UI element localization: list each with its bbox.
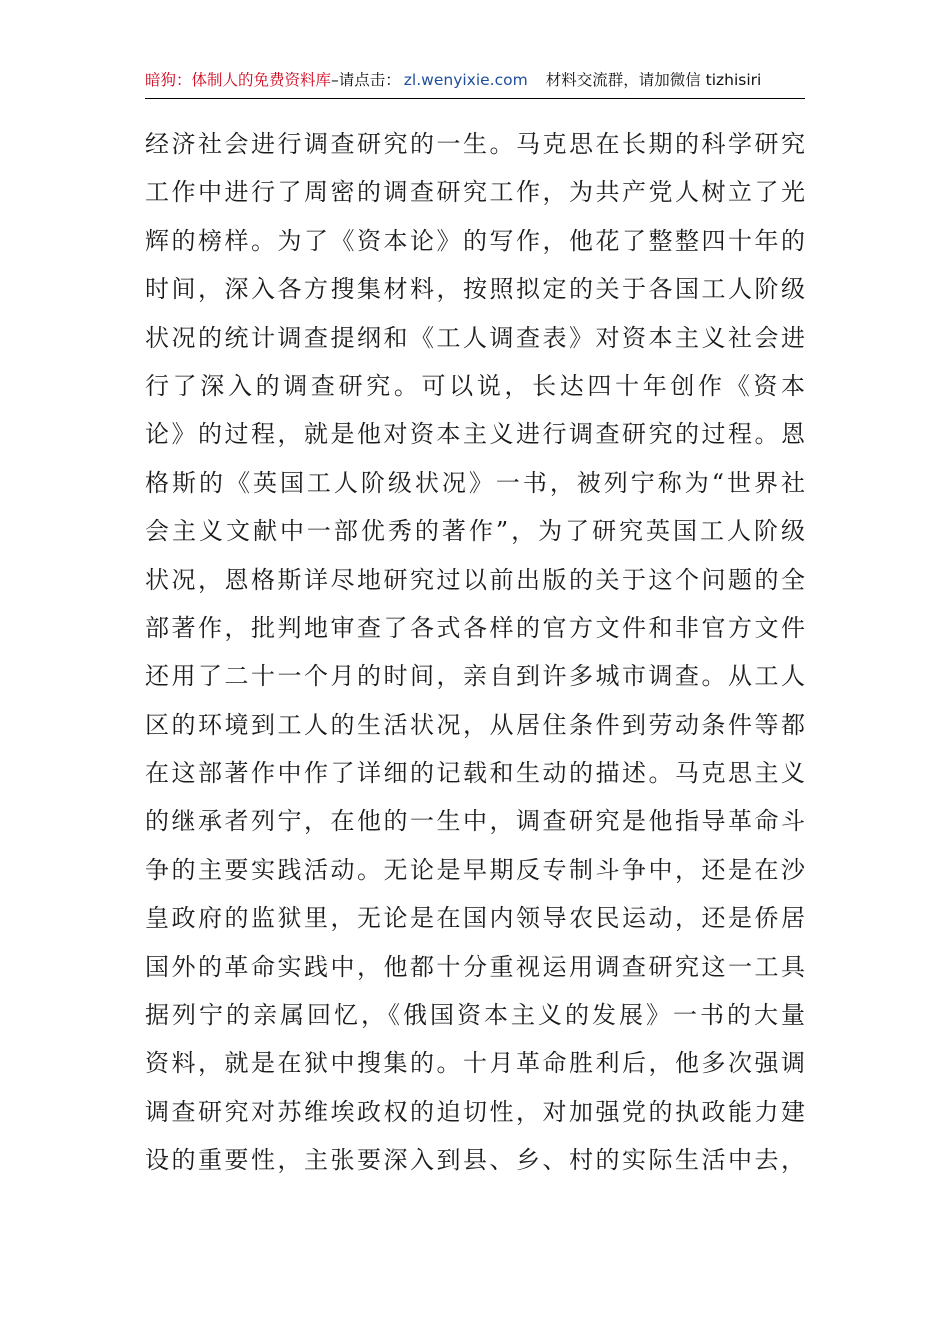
- text-line: 工作中进行了周密的调查研究工作，为共产党人树立了光: [145, 178, 805, 207]
- text-line: 皇政府的监狱里，无论是在国内领导农民运动，还是侨居: [145, 904, 805, 933]
- text-line: 格斯的《英国工人阶级状况》一书，被列宁称为“世界社: [145, 468, 805, 497]
- text-line: 还用了二十一个月的时间，亲自到许多城市调查。从工人: [145, 662, 805, 691]
- text-line: 设的重要性，主张要深入到县、乡、村的实际生活中去，: [145, 1146, 805, 1175]
- text-line: 的继承者列宁，在他的一生中，调查研究是他指导革命斗: [145, 807, 805, 836]
- text-line: 状况的统计调查提纲和《工人调查表》对资本主义社会进: [145, 323, 805, 352]
- text-line: 部著作，批判地审查了各式各样的官方文件和非官方文件: [145, 613, 805, 642]
- text-line: 时间，深入各方搜集材料，按照拟定的关于各国工人阶级: [145, 275, 805, 304]
- text-line: 状况，恩格斯详尽地研究过以前出版的关于这个问题的全: [145, 565, 805, 594]
- text-line: 调查研究对苏维埃政权的迫切性，对加强党的执政能力建: [145, 1097, 805, 1126]
- text-line: 国外的革命实践中，他都十分重视运用调查研究这一工具: [145, 952, 805, 981]
- text-line: 经济社会进行调查研究的一生。马克思在长期的科学研究: [145, 130, 805, 158]
- text-line: 辉的榜样。为了《资本论》的写作，他花了整整四十年的: [145, 226, 805, 255]
- text-line: 据列宁的亲属回忆，《俄国资本主义的发展》一书的大量: [145, 1001, 805, 1030]
- header-contact: 材料交流群，请加微信 tizhisiri: [545, 71, 762, 89]
- text-line: 在这部著作中作了详细的记载和生动的描述。马克思主义: [145, 759, 805, 788]
- header-click-prompt: –请点击：: [331, 71, 401, 89]
- header-link[interactable]: zl.wenyixie.com: [403, 71, 528, 89]
- text-line: 行了深入的调查研究。可以说，长达四十年创作《资本: [145, 371, 805, 400]
- text-line: 论》的过程，就是他对资本主义进行调查研究的过程。恩: [145, 420, 805, 449]
- text-line: 会主义文献中一部优秀的著作”，为了研究英国工人阶级: [145, 517, 805, 546]
- text-line: 争的主要实践活动。无论是早期反专制斗争中，还是在沙: [145, 855, 805, 884]
- text-line: 区的环境到工人的生活状况，从居住条件到劳动条件等都: [145, 710, 805, 739]
- text-line: 资料，就是在狱中搜集的。十月革命胜利后，他多次强调: [145, 1049, 805, 1078]
- body-text: [145, 120, 805, 1185]
- page-header: [145, 62, 805, 99]
- header-site-name: 暗狗：体制人的免费资料库: [145, 71, 332, 89]
